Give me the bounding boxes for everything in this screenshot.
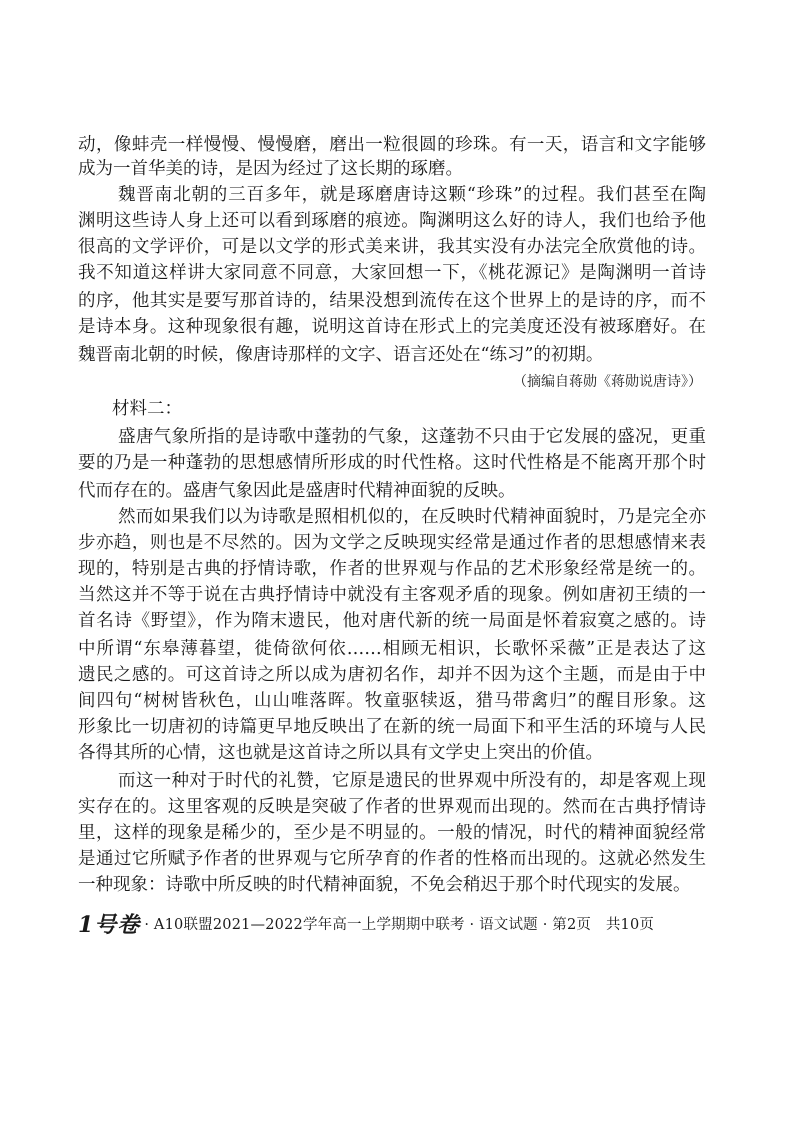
paragraph2-line-4: 我不知道这样讲大家同意不同意，大家回想一下，《桃花源记》是陶渊明一首诗 bbox=[78, 263, 706, 283]
paragraph2-line-1: 魏晋南北朝的三百多年，就是琢磨唐诗这颗“珍珠”的过程。我们甚至在陶 bbox=[118, 185, 706, 205]
paragraph3-line-2: 要的乃是一种蓬勃的思想感情所形成的时代性格。这时代性格是不能离开那个时 bbox=[78, 453, 706, 473]
paragraph5-line-5: 一种现象：诗歌中所反映的时代精神面貌，不免会稍迟于那个时代现实的发展。 bbox=[78, 875, 691, 895]
section-heading: 材料二： bbox=[112, 399, 182, 419]
paragraph4-line-4: 当然这并不等于说在古典抒情诗中就没有主客观矛盾的现象。例如唐初王绩的一 bbox=[78, 585, 706, 605]
page-footer bbox=[78, 908, 718, 938]
paragraph3-line-1: 盛唐气象所指的是诗歌中蓬勃的气象，这蓬勃不只由于它发展的盛况，更重 bbox=[118, 427, 706, 447]
paragraph4-line-7: 遗民之感的。可这首诗之所以成为唐初名作，却并不因为这个主题，而是由于中 bbox=[78, 665, 706, 685]
paragraph3-line-3: 代而存在的。盛唐气象因此是盛唐时代精神面貌的反映。 bbox=[78, 481, 516, 501]
paragraph5-line-1: 而这一种对于时代的礼赞，它原是遗民的世界观中所没有的，却是客观上现 bbox=[118, 771, 706, 791]
paragraph4-line-8: 间四句“树树皆秋色，山山唯落晖。牧童驱犊返，猎马带禽归”的醒目形象。这 bbox=[78, 691, 706, 711]
paragraph5-line-2: 实存在的。这里客观的反映是突破了作者的世界观而出现的。然而在古典抒情诗 bbox=[78, 797, 706, 817]
paragraph1-line-2: 成为一首华美的诗，是因为经过了这长期的琢磨。 bbox=[78, 159, 463, 179]
paragraph2-line-5: 的序，他其实是要写那首诗的，结果没想到流传在这个世界上的是诗的序，而不 bbox=[78, 291, 706, 311]
paragraph2-line-7: 魏晋南北朝的时候，像唐诗那样的文字、语言还处在“练习”的初期。 bbox=[78, 345, 604, 365]
paragraph5-line-4: 是通过它所赋予作者的世界观与它所孕育的作者的性格而出现的。这就必然发生 bbox=[78, 849, 706, 869]
paragraph2-line-6: 是诗本身。这种现象很有趣，说明这首诗在形式上的完美度还没有被琢磨好。在 bbox=[78, 317, 706, 337]
paragraph4-line-10: 各得其所的心情，这也就是这首诗之所以具有文学史上突出的价值。 bbox=[78, 743, 603, 763]
paragraph4-line-1: 然而如果我们以为诗歌是照相机似的，在反映时代精神面貌时，乃是完全亦 bbox=[118, 507, 706, 527]
paragraph4-line-6: 中所谓“东皋薄暮望，徙倚欲何依……相顾无相识，长歌怀采薇”正是表达了这 bbox=[78, 639, 706, 659]
paragraph5-line-3: 里，这样的现象是稀少的，至少是不明显的。一般的情况，时代的精神面貌经常 bbox=[78, 823, 706, 843]
paragraph2-line-3: 很高的文学评价，可是以文学的形式美来讲，我其实没有办法完全欣赏他的诗。 bbox=[78, 237, 706, 257]
paragraph2-line-2: 渊明这些诗人身上还可以看到琢磨的痕迹。陶渊明这么好的诗人，我们也给予他 bbox=[78, 211, 706, 231]
exam-brand-logo: 1号卷 bbox=[78, 911, 141, 938]
paragraph4-line-3: 现的，特别是古典的抒情诗歌，作者的世界观与作品的艺术形象经常是统一的。 bbox=[78, 559, 706, 579]
paragraph4-line-5: 首名诗《野望》，作为隋末遗民，他对唐代新的统一局面是怀着寂寞之感的。诗 bbox=[78, 611, 706, 631]
source-citation: （摘编自蒋勋《蒋勋说唐诗》） bbox=[513, 374, 702, 390]
footer-page-info: · A10联盟2021—2022学年高一上学期期中联考 · 语文试题 · 第2页 共10页 bbox=[144, 916, 655, 933]
paragraph1-line-1: 动，像蚌壳一样慢慢、慢慢磨，磨出一粒很圆的珍珠。有一天，语言和文字能够 bbox=[78, 135, 706, 155]
paragraph4-line-2: 步亦趋，则也是不尽然的。因为文学之反映现实经常是通过作者的思想感情来表 bbox=[78, 533, 706, 553]
paragraph4-line-9: 形象比一切唐初的诗篇更早地反映出了在新的统一局面下和平生活的环境与人民 bbox=[78, 717, 706, 737]
